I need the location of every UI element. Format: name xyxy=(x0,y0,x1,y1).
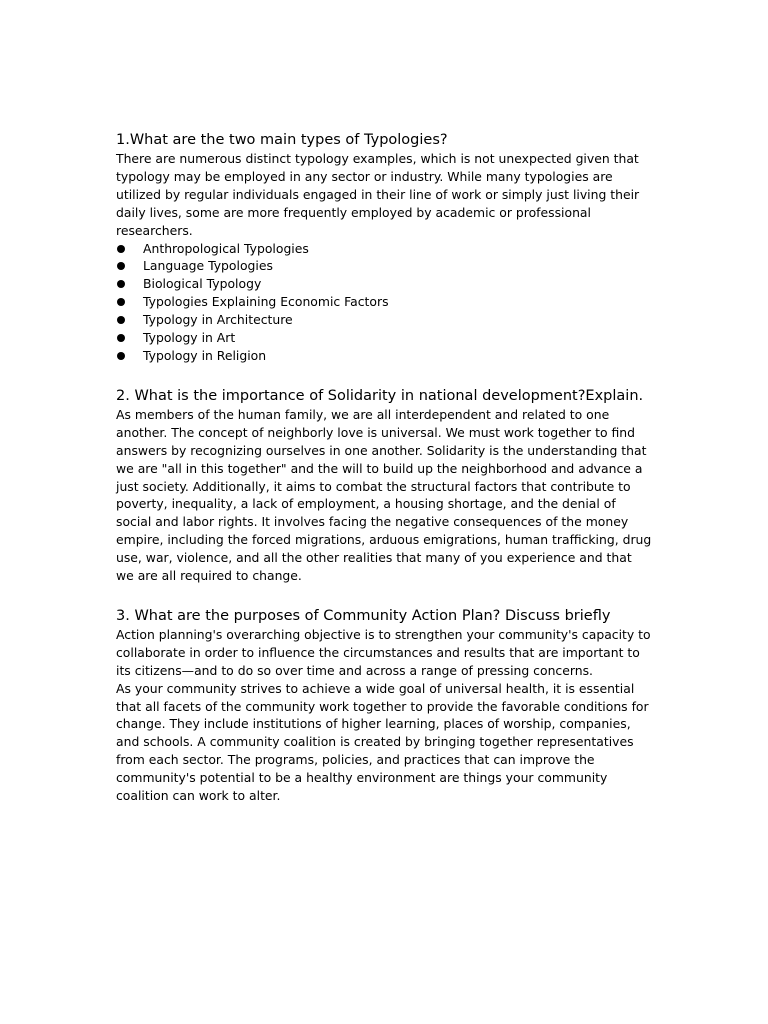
bullet-icon xyxy=(117,298,125,306)
typology-list xyxy=(116,240,652,365)
question-3-answer-part-2: As your community strives to achieve a wide goal of universal health, it is essential that all facets of the community work together to provide the favorable conditions for change. They include institutions of higher learning, places of worship, companies, and schools. A community coalition is created by bringing together representatives from each sector. The programs, policies, and practices that can improve the community's potential to be a healthy environment are things your community coalition can work to alter. xyxy=(116,680,649,804)
document-page xyxy=(116,130,652,805)
question-2-answer: As members of the human family, we are all interdependent and related to one another. The concept of neighborly love is universal. We must work together to find answers by recognizing ourselves in one another. Solidarity is the understanding that we are "all in this together" and the will to build up the neighborhood and advance a just society. Additionally, it aims to combat the structural factors that contribute to poverty, inequality, a lack of employment, a housing shortage, and the denial of social and labor rights. It involves facing the negative consequences of the money empire, including the forced migrations, arduous emigrations, human trafficking, drug use, war, violence, and all the other realities that many of you experience and that we are all required to change. xyxy=(116,406,652,584)
question-2-heading: 2. What is the importance of Solidarity in national development?Explain. xyxy=(116,387,644,404)
bullet-icon xyxy=(117,262,125,270)
question-3-answer-part-1: Action planning's overarching objective is to strengthen your community's capacity to collaborate in order to influence the circumstances and results that are important to its citizens—and to do so over time and across a range of pressing concerns. xyxy=(116,626,651,678)
list-item-text: Typology in Art xyxy=(143,330,236,346)
bullet-icon xyxy=(117,280,125,288)
list-item-text: Biological Typology xyxy=(143,276,262,292)
bullet-icon xyxy=(117,352,125,360)
list-item xyxy=(116,329,652,347)
list-item xyxy=(116,240,652,258)
list-item-text: Typology in Religion xyxy=(143,347,267,363)
list-item xyxy=(116,311,652,329)
list-item xyxy=(116,347,652,365)
section-typologies xyxy=(116,130,652,365)
question-1-heading: 1.What are the two main types of Typologies? xyxy=(116,132,448,148)
question-3-heading: 3. What are the purposes of Community Action Plan? Discuss briefly xyxy=(116,607,611,624)
list-item-text: Typology in Architecture xyxy=(143,312,293,328)
list-item xyxy=(116,293,652,311)
section-solidarity xyxy=(116,386,652,585)
bullet-icon xyxy=(117,334,125,342)
section-community-action-plan xyxy=(116,606,652,805)
list-item-text: Anthropological Typologies xyxy=(143,240,309,256)
list-item xyxy=(116,275,652,293)
bullet-icon xyxy=(117,245,125,253)
list-item-text: Typologies Explaining Economic Factors xyxy=(143,294,389,310)
list-item-text: Language Typologies xyxy=(143,258,273,274)
bullet-icon xyxy=(117,316,125,324)
question-1-answer: There are numerous distinct typology examples, which is not unexpected given that typology may be employed in any sector or industry. While many typologies are utilized by regular individuals engaged in their line of work or simply just living their daily lives, some are more frequently employed by academic or professional researchers. xyxy=(116,151,640,238)
list-item xyxy=(116,257,652,275)
